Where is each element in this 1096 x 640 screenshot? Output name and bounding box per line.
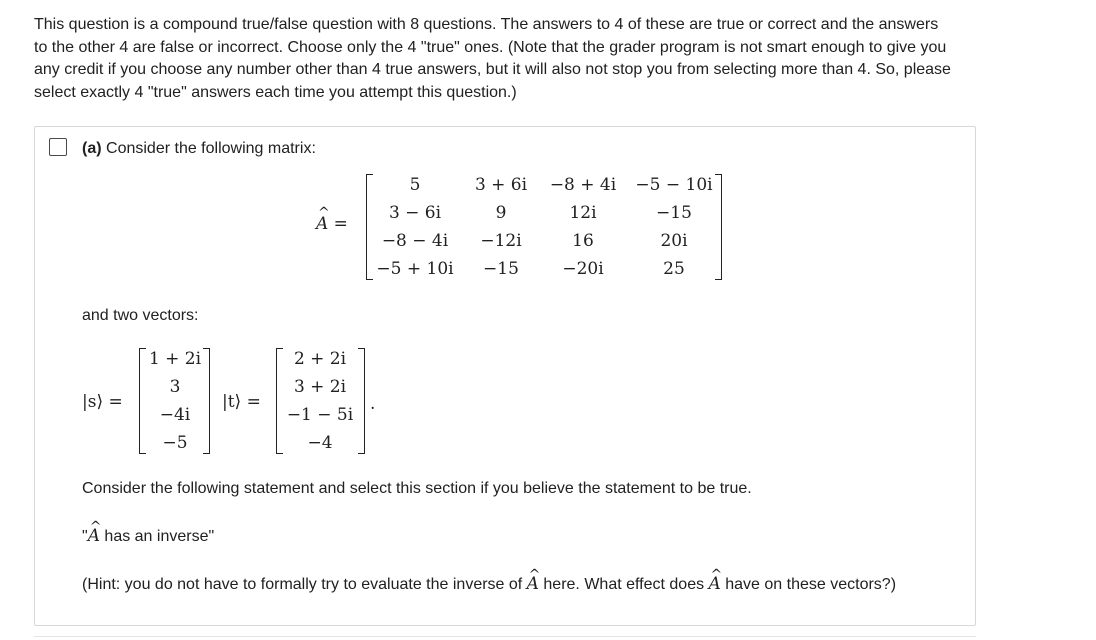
vectors-intro-text: and two vectors: <box>82 307 199 324</box>
vector-s-entry: −4i <box>159 405 191 425</box>
matrix-cell: 20i <box>660 231 688 251</box>
matrix-cell: −5 − 10i <box>635 175 713 195</box>
part-a-checkbox[interactable] <box>49 138 67 156</box>
question-part-card <box>34 126 976 626</box>
divider <box>34 636 976 637</box>
vector-t-entry: 3 + 2i <box>293 377 347 397</box>
vector-t-entry: −1 − 5i <box>286 405 354 425</box>
part-a-heading <box>82 139 316 159</box>
vector-t-entry: −4 <box>307 433 333 453</box>
vector-s-label: |s⟩ = <box>82 392 123 412</box>
vector-s-entry: 3 <box>169 377 181 397</box>
matrix-cell: 5 <box>409 175 421 195</box>
hint-a-hat-1: ^ A <box>527 574 539 594</box>
matrix-cell: −8 − 4i <box>381 231 449 251</box>
hint-end: have on these vectors?) <box>720 576 897 593</box>
statement-a-hat: ^ A <box>88 526 100 546</box>
a-hat-symbol: ^ A <box>316 214 328 234</box>
matrix-cell: 16 <box>572 231 594 251</box>
statement-text: "^ A has an inverse" <box>82 526 214 547</box>
matrix-a-label: ^ A = <box>316 214 348 234</box>
matrix-cell: 12i <box>569 203 597 223</box>
matrix-cell: 9 <box>495 203 507 223</box>
matrix-cell: −15 <box>483 259 519 279</box>
hint-text <box>82 574 896 595</box>
vector-period: . <box>370 394 376 414</box>
vector-s-entry: −5 <box>162 433 188 453</box>
vector-s-right-bracket <box>203 348 210 454</box>
matrix-cell: 25 <box>663 259 685 279</box>
vector-s-left-bracket <box>139 348 146 454</box>
vector-t-left-bracket <box>276 348 283 454</box>
question-instructions: This question is a compound true/false question with 8 questions. The answers to 4 of these are true or correct and the answers to the other 4 are false or incorrect. Choose only the 4 "true" ones. (Note that the grader program is not smart enough to give you any credit if you choose any number other than 4 true answers, but it will also not stop you from selecting more than 4. So, please select exactly 4 "true" answers each time you attempt this question.) <box>34 16 951 101</box>
part-a-heading-text: Consider the following matrix: <box>106 140 316 157</box>
vector-t-right-bracket <box>358 348 365 454</box>
vector-t-label: |t⟩ = <box>222 392 261 412</box>
matrix-cell: −15 <box>656 203 692 223</box>
statement-suffix: has an inverse" <box>99 528 215 545</box>
hint-a-hat-2: ^ A <box>709 574 721 594</box>
consider-statement-text: Consider the following statement and select this section if you believe the statement to be true. <box>82 480 752 497</box>
matrix-right-bracket <box>715 174 722 280</box>
matrix-cell: −5 + 10i <box>376 259 454 279</box>
matrix-cell: −8 + 4i <box>549 175 617 195</box>
part-a-label: (a) <box>82 140 102 157</box>
matrix-left-bracket <box>366 174 373 280</box>
matrix-cell: 3 + 6i <box>474 175 528 195</box>
hint-start: (Hint: you do not have to formally try to evaluate the inverse of <box>82 576 527 593</box>
hint-middle: here. What effect does <box>538 576 709 593</box>
vector-s-entry: 1 + 2i <box>148 349 202 369</box>
matrix-cell: 3 − 6i <box>388 203 442 223</box>
vector-t-entry: 2 + 2i <box>293 349 347 369</box>
matrix-cell: −20i <box>562 259 604 279</box>
matrix-cell: −12i <box>480 231 522 251</box>
